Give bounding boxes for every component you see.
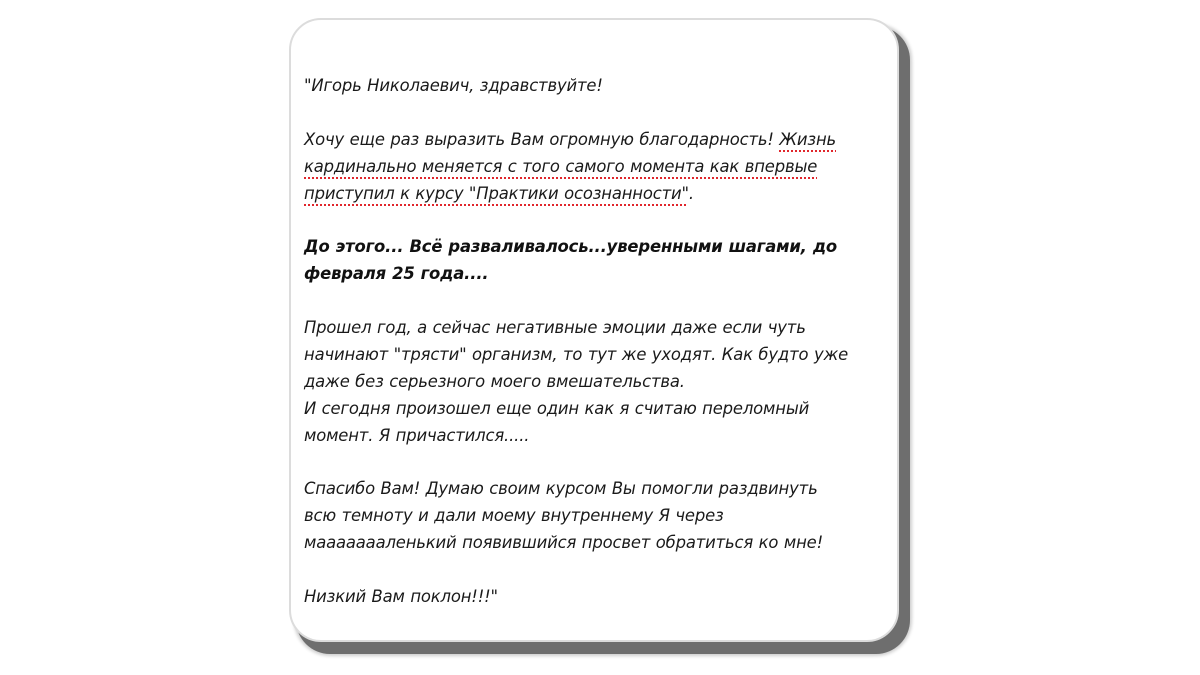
progress-line-2: начинают "трясти" организм, то тут же уходят. Как будто уже	[304, 344, 849, 364]
thanks-line-1: Спасибо Вам! Думаю своим курсом Вы помогли раздвинуть	[304, 479, 818, 498]
gratitude-line-3	[304, 180, 883, 207]
testimonial-card	[289, 18, 899, 642]
before-paragraph	[304, 233, 883, 287]
spellcheck-marked-text: приступил к курсу "Практики осознанности"	[304, 183, 689, 203]
gratitude-line-3-plain: .	[688, 183, 694, 203]
gratitude-paragraph	[304, 126, 883, 207]
thanks-line-2: всю темноту и дали моему внутреннему Я через	[304, 506, 724, 525]
spellcheck-marked-text: кардинально меняется с того самого момента как впервые	[304, 156, 818, 176]
progress-line-4: И сегодня произошел еще один как я считаю переломный	[304, 398, 810, 418]
closing-paragraph	[304, 583, 883, 610]
before-line-1: До этого... Всё разваливалось...уверенными шагами, до	[304, 237, 838, 256]
progress-line-3: даже без серьезного моего вмешательства.	[304, 371, 685, 391]
greeting-paragraph	[304, 72, 883, 99]
greeting-text: "Игорь Николаевич, здравствуйте!	[304, 76, 603, 95]
progress-paragraph	[304, 314, 883, 449]
gratitude-line-1	[304, 126, 883, 153]
progress-line-1: Прошел год, а сейчас негативные эмоции даже если чуть	[304, 317, 806, 337]
before-line-2: февраля 25 года....	[304, 264, 489, 283]
progress-line-5: момент. Я причастился.....	[304, 425, 530, 445]
gratitude-line-1-plain: Хочу еще раз выразить Вам огромную благодарность!	[304, 129, 780, 149]
spellcheck-marked-text: Жизнь	[779, 129, 837, 149]
gratitude-line-2	[304, 153, 883, 180]
thanks-paragraph	[304, 475, 883, 556]
closing-text: Низкий Вам поклон!!!"	[304, 586, 498, 606]
thanks-line-3: маааааааленький появившийся просвет обратиться ко мне!	[304, 533, 823, 552]
